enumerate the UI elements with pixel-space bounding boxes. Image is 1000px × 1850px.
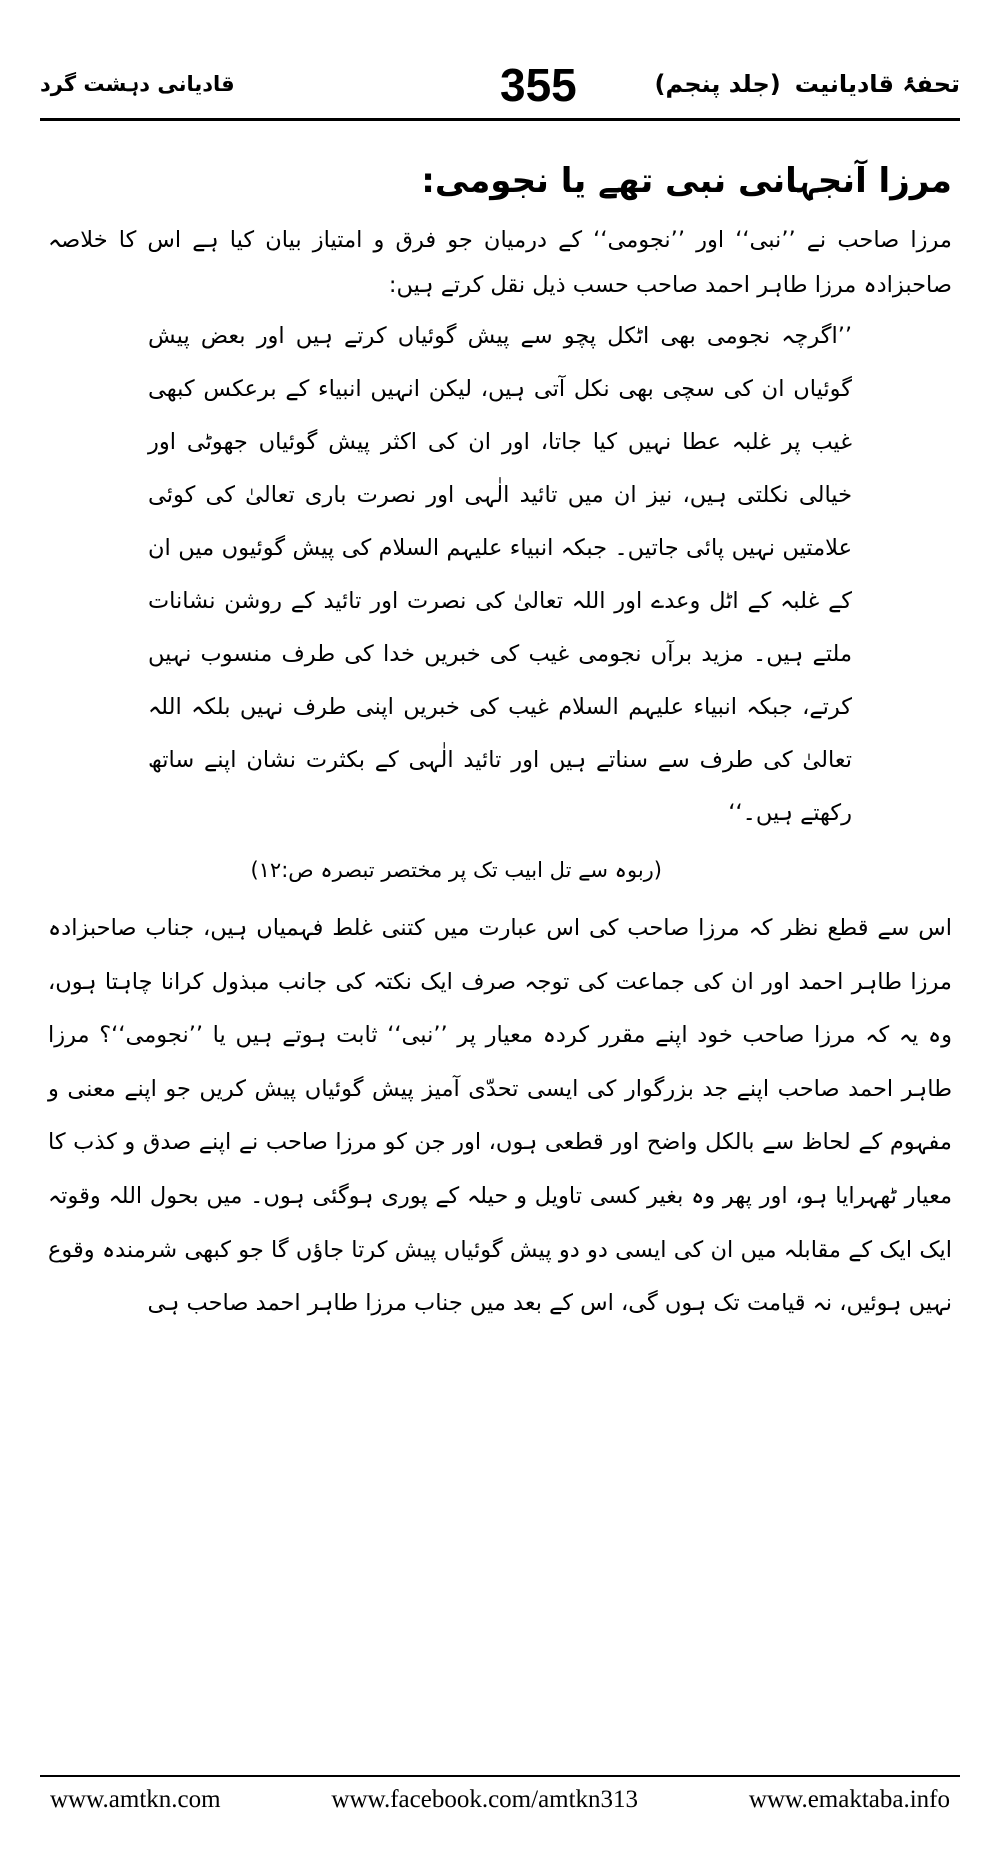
page-header bbox=[40, 58, 960, 114]
header-divider bbox=[40, 118, 960, 121]
header-title-group bbox=[655, 70, 960, 98]
block-quote: ’’اگرچہ نجومی بھی اٹکل پچو سے پیش گوئیاں کرتے ہیں اور بعض پیش گوئیاں ان کی سچی بھی نکل آتی ہیں، لیکن انہیں انبیاء کے برعکس کبھی غیب پر غلبہ عطا نہیں کیا جاتا، اور ان کی اکثر پیش گوئیاں جھوٹی اور خیالی نکلتی ہیں، نیز ان میں تائید الٰہی اور نصرت باری تعالیٰ کی کوئی علامتیں نہیں پائی جاتیں۔ جبکہ انبیاء علیہم السلام کی پیش گوئیوں میں ان کے غلبہ کے اٹل وعدے اور اللہ تعالیٰ کی نصرت اور تائید کے روشن نشانات ملتے ہیں۔ مزید برآں نجومی غیب کی خبریں خدا کی طرف منسوب نہیں کرتے، جبکہ انبیاء علیہم السلام غیب کی خبریں اپنی طرف نہیں بلکہ اللہ تعالیٰ کی طرف سے سناتے ہیں اور تائید الٰہی کے بکثرت نشان اپنے ساتھ رکھتے ہیں۔‘‘ bbox=[148, 323, 852, 826]
body-paragraph: اس سے قطع نظر کہ مرزا صاحب کی اس عبارت میں کتنی غلط فہمیاں ہیں، جناب صاحبزادہ مرزا طاہر احمد اور ان کی جماعت کی توجہ صرف ایک نکتہ کی جانب مبذول کرانا چاہتا ہوں، وہ یہ کہ مرزا صاحب خود اپنے مقرر کردہ معیار پر ’’نبی‘‘ ثابت ہوتے ہیں یا ’’نجومی‘‘؟ مرزا طاہر احمد صاحب اپنے جد بزرگوار کی ایسی تحدّی آمیز پیش گوئیاں پیش کریں جو اپنے معنی و مفہوم کے لحاظ سے بالکل واضح اور قطعی ہوں، اور جن کو مرزا صاحب نے اپنے صدق و کذب کا معیار ٹھہرایا ہو، اور پھر وہ بغیر کسی تاویل و حیلہ کے پوری ہوگئی ہوں۔ میں بحول اللہ وقوتہ ایک ایک کے مقابلہ میں ان کی ایسی دو دو پیش گوئیاں پیش کرتا جاؤں گا جو کبھی شرمندہ وقوع نہیں ہوئیں، نہ قیامت تک ہوں گی، اس کے بعد میں جناب مرزا طاہر احمد صاحب ہی bbox=[48, 915, 952, 1317]
footer-link-amtkn: www.amtkn.com bbox=[50, 1786, 221, 1813]
page-body bbox=[48, 150, 952, 1331]
page-number: 355 bbox=[500, 59, 577, 111]
footer-link-emaktaba: www.emaktaba.info bbox=[748, 1786, 950, 1813]
volume-label: (جلد پنجم) bbox=[654, 70, 781, 98]
footer-link-facebook: www.facebook.com/amtkn313 bbox=[331, 1786, 639, 1813]
quote-citation: (ربوہ سے تل ابیب تک پر مختصر تبصرہ ص:۱۲) bbox=[250, 858, 662, 882]
footer-divider bbox=[40, 1775, 960, 1777]
page-footer bbox=[50, 1786, 950, 1814]
book-title: تحفۂ قادیانیت bbox=[794, 70, 960, 98]
section-heading: مرزا آنجہانی نبی تھے یا نجومی: bbox=[421, 161, 952, 201]
chapter-title: قادیانی دہشت گرد bbox=[40, 72, 235, 96]
intro-paragraph: مرزا صاحب نے ’’نبی‘‘ اور ’’نجومی‘‘ کے درمیان جو فرق و امتیاز بیان کیا ہے اس کا خلاصہ صاحبزادہ مرزا طاہر احمد صاحب حسب ذیل نقل کرتے ہیں: bbox=[48, 227, 952, 298]
